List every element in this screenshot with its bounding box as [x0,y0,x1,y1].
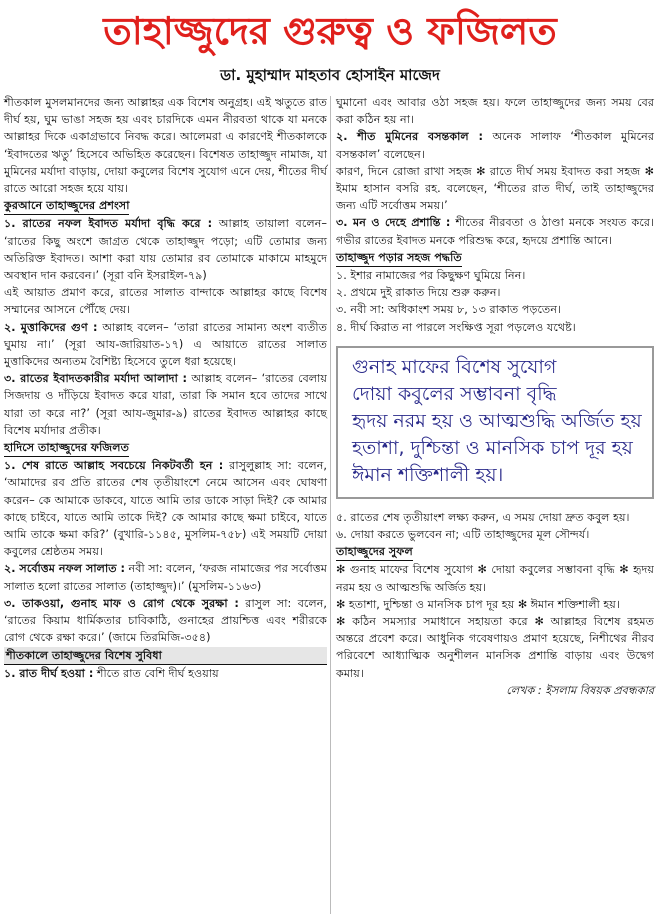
point-text: নবী সা: বলেন, ‘ফরজ নামাজের পর সর্বোত্তম সালাত হলো রাতের সালাত (তাহাজ্জুদ)।’ (মুসলিম-১১৬৩) [4,562,327,593]
hadith-point-1 [4,457,327,560]
right-column [336,94,654,699]
point-title: ১. রাতের নফল ইবাদত মর্যাদা বৃদ্ধি করে : [4,217,213,231]
highlight-line: হৃদয় নরম হয় ও আত্মশুদ্ধি অর্জিত হয় [352,409,642,432]
left-column [4,94,327,682]
point-title: ১. রাত দীর্ঘ হওয়া : [4,666,94,680]
winter-point-2 [336,128,654,162]
point-title: ২. মুত্তাকিদের গুণ : [4,320,98,334]
quran-point-1-note: এই আয়াত প্রমাণ করে, রাতের সালাত বান্দাকে আল্লাহর কাছে বিশেষ সম্মানের আসনে পৌঁছে দেয়। [4,286,327,317]
column-divider [330,96,331,914]
point-title: ৩. তাকওয়া, গুনাহ মাফ ও রোগ থেকে সুরক্ষা : [4,596,239,610]
benefit-2: ✻ হতাশা, দুশ্চিন্তা ও মানসিক চাপ দূর হয় ✻ ঈমান শক্তিশালী হয়। [336,597,620,611]
winter-point-3 [336,214,654,248]
hadith-point-3 [4,595,327,647]
quran-point-2 [4,319,327,371]
intro-paragraph: শীতকাল মুসলমানদের জন্য আল্লাহর এক বিশেষ অনুগ্রহ। এই ঋতুতে রাত দীর্ঘ হয়, ঘুম ভাঙা সহজ হয় এবং চারদিকে এমন নীরবতা থাকে যা মনকে আল্লাহর দিকে একাগ্রভাবে নিবদ্ধ করে। আলেমরা এ কারণেই শীতকালকে ‘ইবাদতের ঋতু’ হিসেবে অভিহিত করেছেন। বিশেষত তাহাজ্জুদ নামাজ, যা মুমিনের মর্যাদা বাড়ায়, দোয়া কবুলের বিশেষ সুযোগ এনে দেয়, শীতের দীর্ঘ রাতে আরো সহজ হয়ে যায়। [4,96,327,196]
point-text: শীতে রাত বেশি দীর্ঘ হওয়ায় [93,666,219,680]
point-text: রাসুলুল্লাহ সা: বলেন, ‘আমাদের রব প্রতি রাতের শেষ তৃতীয়াংশে নেমে আসেন এবং ঘোষণা করেন– কে আমাকে ডাকবে, যাতে আমি তার ডাকে সাড়া দিই? কে আমার কাছে চাইবে, যাতে আমি তাকে দিই? কে আমার কাছে ক্ষমা চাইবে, যাতে আমি তাকে ক্ষমা করি?’ (বুখারি-১১৪৫, মুসলিম-৭৫৮) এই সময়টি দোয়া কবুলের শ্রেষ্ঠতম সময়। [4,459,327,559]
highlight-line: দোয়া কবুলের সম্ভাবনা বৃদ্ধি [352,382,557,405]
highlight-line: হতাশা, দুশ্চিন্তা ও মানসিক চাপ দূর হয় [352,436,633,459]
author-name: ডা. মুহাম্মাদ মাহতাব হোসাইন মাজেদ [220,66,440,84]
point-text: আল্লাহ বলেন– ‘রাতের বেলায় সিজদায় ও দাঁড়িয়ে ইবাদত করে যারা, তারা কি সমান হবে তাদের সাথে যারা তা করে না?’ (সূরা আয-জুমার-৯) রাতের ইবাদত আল্লাহর কাছে বিশেষ মর্যাদার প্রতীক। [4,372,327,437]
hadith-point-2 [4,560,327,594]
winter-point-1-cont: ঘুমানো এবং আবার ওঠা সহজ হয়। ফলে তাহাজ্জুদের জন্য সময় বের করা কঠিন হয় না। [336,96,654,127]
quran-point-1 [4,215,327,284]
method-step-3: ৩. নবী সা: অধিকাংশ সময় ৮, ১৩ রাকাত পড়তেন। [336,303,562,317]
quran-point-3 [4,370,327,439]
benefit-3: ✻ কঠিন সমস্যার সমাধানে সহায়তা করে ✻ আল্লাহর বিশেষ রহমত অন্তরে প্রবেশ করে। আধুনিক গবেষণায়ও প্রমাণ হয়েছে, নিশীথের নীরব পরিবেশে আধ্যাত্মিক অনুশীলন মানসিক প্রশান্তি বাড়ায় এবং উদ্বেগ কমায়। [336,615,654,680]
point-text: শীতের নীরবতা ও ঠাণ্ডা মনকে সংযত করে। গভীর রাতের ইবাদত মনকে পরিশুদ্ধ করে, হৃদয়ে প্রশান্তি আনে। [336,216,654,247]
section-heading-benefits: তাহাজ্জুদের সুফল [336,543,413,561]
section-heading-quran: কুরআনে তাহাজ্জুদের প্রশংসা [4,197,129,215]
point-title: ২. শীত মুমিনের বসন্তকাল : [336,130,484,144]
method-step-1: ১. ইশার নামাজের পর কিছুক্ষণ ঘুমিয়ে নিন। [336,269,526,283]
point-text: আল্লাহ বলেন– ‘তারা রাতের সামান্য অংশ ব্যতীত ঘুমায় না।’ (সূরা আয-জারিয়াত-১৭) এ আয়াতে রাতের সালাত মুত্তাকিদের অন্যতম বৈশিষ্ট্য হিসেবে তুলে ধরা হয়েছে। [4,320,327,369]
winter-point-1 [4,665,327,682]
benefit-1: ✻ গুনাহ মাফের বিশেষ সুযোগ ✻ দোয়া কবুলের সম্ভাবনা বৃদ্ধি ✻ হৃদয় নরম হয় ও আত্মশুদ্ধি অর্জিত হয়। [336,563,654,594]
highlight-line: গুনাহ মাফের বিশেষ সুযোগ [352,355,557,378]
point-text: অনেক সালাফ ‘শীতকাল মুমিনের বসন্তকাল’ বলেছেন। [336,130,655,161]
point-title: ৩. মন ও দেহে প্রশান্তি : [336,216,451,230]
point-text: রাসুল সা: বলেন, ‘রাতের কিয়াম ধার্মিকতার চাবিকাঠি, গুনাহের প্রায়শ্চিত্ত এবং শরীরকে রোগ থেকে রক্ষা করে।’ (জামে তিরমিজি-৩৫৪) [4,596,327,645]
section-heading-winter: শীতকালে তাহাজ্জুদের বিশেষ সুবিধা [4,647,327,665]
section-heading-hadith: হাদিসে তাহাজ্জুদের ফজিলত [4,439,129,457]
article-title: তাহাজ্জুদের গুরুত্ব ও ফজিলত [103,9,557,53]
method-step-6: ৬. দোয়া করতে ভুলবেন না; এটি তাহাজ্জুদের মূল সৌন্দর্য। [336,528,590,542]
highlight-box [336,346,654,499]
point-text: আল্লাহ তায়ালা বলেন– ‘রাতের কিছু অংশে জাগ্রত থেকে তাহাজ্জুদ পড়ো; এটি তোমার জন্য অতিরিক্ত ইবাদত। আশা করা যায় তোমার রব তোমাকে মাকামে মাহমুদে অবস্থান দান করবেন।’ (সূরা বনি ইসরাইল-৭৯) [4,217,327,283]
point-title: ২. সর্বোত্তম নফল সালাত : [4,562,125,576]
method-step-5: ৫. রাতের শেষ তৃতীয়াংশ লক্ষ্য করুন, এ সময় দোয়া দ্রুত কবুল হয়। [336,510,630,524]
section-heading-method: তাহাজ্জুদ পড়ার সহজ পদ্ধতি [336,249,462,267]
winter-point-2-detail: কারণ, দিনে রোজা রাখা সহজ ✻ রাতে দীর্ঘ সময় ইবাদত করা সহজ ✻ ইমাম হাসান বসরি রহ. বলেছেন, ‘শীতের রাত দীর্ঘ, তাই তাহাজ্জুদের জন্য এটি সর্বোত্তম সময়।’ [336,164,654,213]
method-step-2: ২. প্রথমে দুই রাকাত দিয়ে শুরু করুন। [336,286,501,300]
highlight-line: ঈমান শক্তিশালী হয়। [352,463,504,486]
method-step-4: ৪. দীর্ঘ কিরাত না পারলে সংক্ষিপ্ত সূরা পড়লেও যথেষ্ট। [336,320,576,334]
point-title: ৩. রাতের ইবাদতকারীর মর্যাদা আলাদা : [4,372,188,386]
point-title: ১. শেষ রাতে আল্লাহ সবচেয়ে নিকটবর্তী হন : [4,459,224,473]
writer-credit: লেখক : ইসলাম বিষয়ক প্রবন্ধকার [506,683,654,697]
